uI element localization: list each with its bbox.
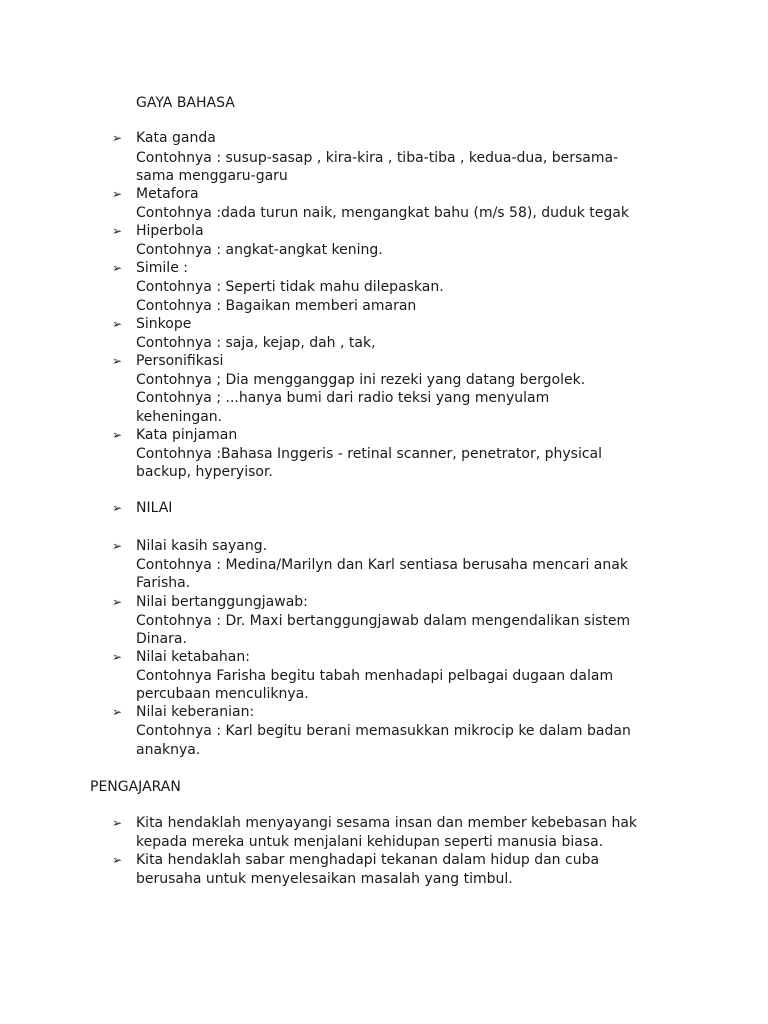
list-item-example: Farisha. [136,575,191,591]
list-item-title: Nilai ketabahan: [136,649,250,665]
arrowhead-bullet-icon: ➢ [112,428,123,442]
list-item-example: Contohnya : saja, kejap, dah , tak, [136,335,376,351]
section-heading-nilai: NILAI [136,500,173,516]
list-item-title: Metafora [136,186,199,202]
list-item-title: Nilai bertanggungjawab: [136,594,308,610]
list-item-example: Contohnya ; Dia mengganggap ini rezeki yang datang bergolek. [136,372,586,388]
list-item-example: Contohnya : angkat-angkat kening. [136,242,383,258]
list-item-text: berusaha untuk menyelesaikan masalah yang timbul. [136,871,513,887]
section-heading-gaya-bahasa: GAYA BAHASA [136,95,235,111]
arrowhead-bullet-icon: ➢ [112,595,123,609]
list-item-title: Personifikasi [136,353,224,369]
list-item-example: Contohnya :Bahasa Inggeris - retinal scanner, penetrator, physical [136,446,603,462]
list-item-text: kepada mereka untuk menjalani kehidupan seperti manusia biasa. [136,834,604,850]
list-item-text: Kita hendaklah sabar menghadapi tekanan dalam hidup dan cuba [136,852,600,868]
list-item-example: Contohnya : Bagaikan memberi amaran [136,298,417,314]
list-item-example: Contohnya Farisha begitu tabah menhadapi pelbagai dugaan dalam [136,668,614,684]
arrowhead-bullet-icon: ➢ [112,501,123,515]
list-item-example: Contohnya : Medina/Marilyn dan Karl sentiasa berusaha mencari anak [136,557,628,573]
arrowhead-bullet-icon: ➢ [112,705,123,719]
arrowhead-bullet-icon: ➢ [112,816,123,830]
list-item-title: Sinkope [136,316,192,332]
list-item-title: Simile : [136,260,188,276]
list-item-title: Nilai keberanian: [136,704,255,720]
arrowhead-bullet-icon: ➢ [112,853,123,867]
arrowhead-bullet-icon: ➢ [112,187,123,201]
arrowhead-bullet-icon: ➢ [112,224,123,238]
arrowhead-bullet-icon: ➢ [112,131,123,145]
list-item-example: Contohnya : Karl begitu berani memasukkan mikrocip ke dalam badan [136,723,631,739]
list-item-example: Dinara. [136,631,187,647]
list-item-example: Contohnya ; ...hanya bumi dari radio teksi yang menyulam [136,390,550,406]
list-item-text: Kita hendaklah menyayangi sesama insan dan member kebebasan hak [136,815,637,831]
list-item-example: Contohnya : Dr. Maxi bertanggungjawab dalam mengendalikan sistem [136,613,631,629]
list-item-example: backup, hyperyisor. [136,464,273,480]
section-heading-pengajaran: PENGAJARAN [90,779,181,795]
list-item-title: Kata pinjaman [136,427,238,443]
list-item-example: sama menggaru-garu [136,168,288,184]
arrowhead-bullet-icon: ➢ [112,650,123,664]
list-item-example: keheningan. [136,409,223,425]
list-item-example: percubaan menculiknya. [136,686,309,702]
arrowhead-bullet-icon: ➢ [112,539,123,553]
list-item-title: Hiperbola [136,223,204,239]
list-item-example: anaknya. [136,742,201,758]
arrowhead-bullet-icon: ➢ [112,261,123,275]
arrowhead-bullet-icon: ➢ [112,317,123,331]
list-item-example: Contohnya : Seperti tidak mahu dilepaskan. [136,279,444,295]
list-item-example: Contohnya : susup-sasap , kira-kira , tiba-tiba , kedua-dua, bersama- [136,150,619,166]
arrowhead-bullet-icon: ➢ [112,354,123,368]
list-item-example: Contohnya :dada turun naik, mengangkat bahu (m/s 58), duduk tegak [136,205,629,221]
list-item-title: Nilai kasih sayang. [136,538,268,554]
list-item-title: Kata ganda [136,130,216,146]
